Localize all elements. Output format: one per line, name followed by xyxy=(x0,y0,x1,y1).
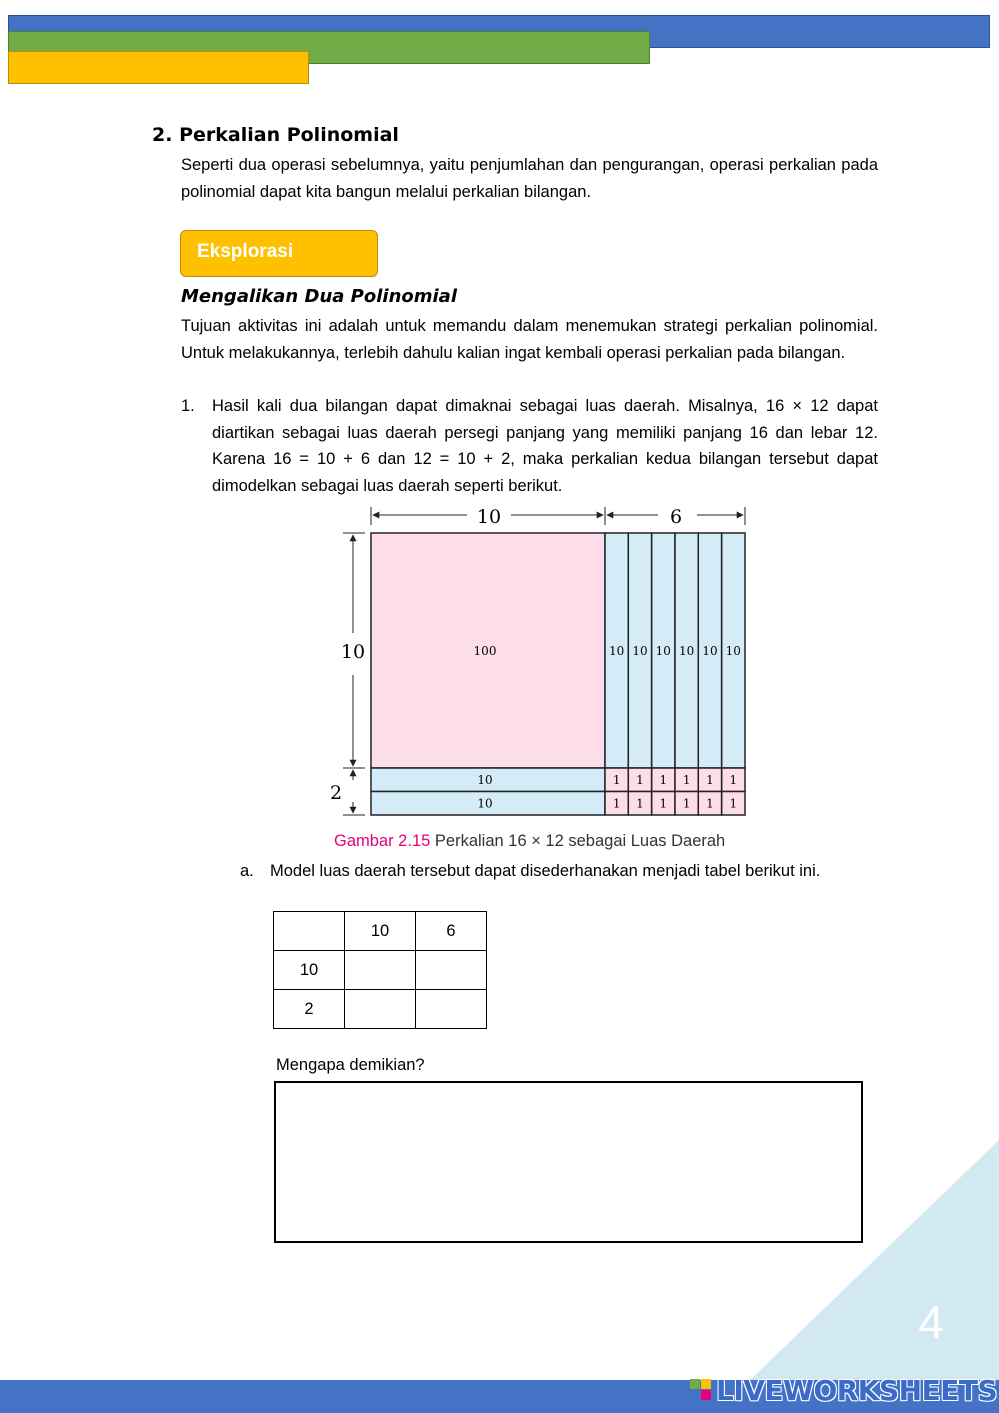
table-answer-cell[interactable] xyxy=(345,990,416,1029)
eksplorasi-badge: Eksplorasi xyxy=(180,230,378,277)
tall-strip-label: 10 xyxy=(655,644,671,658)
table-row-label: 2 xyxy=(274,990,345,1029)
unit-label: 1 xyxy=(659,773,668,787)
tall-strip-label: 10 xyxy=(702,644,718,658)
section-heading xyxy=(152,124,399,146)
tall-strip-label: 10 xyxy=(609,644,625,658)
liveworksheets-icon xyxy=(690,1379,712,1401)
unit-label: 1 xyxy=(729,773,738,787)
unit-label: 1 xyxy=(612,796,621,811)
table-corner-cell xyxy=(274,912,345,951)
wide-strip-label: 10 xyxy=(477,773,493,787)
caption-text: Perkalian 16 × 12 sebagai Luas Daerah xyxy=(430,832,726,850)
unit-label: 1 xyxy=(636,796,644,811)
unit-label: 1 xyxy=(682,796,691,811)
area-model-figure xyxy=(325,505,755,823)
multiplication-table xyxy=(273,911,487,1029)
side-label-10: 10 xyxy=(340,641,366,663)
liveworksheets-wordmark: LIVEWORKSHEETS xyxy=(716,1373,998,1407)
caption-label: Gambar 2.15 xyxy=(334,832,431,850)
section-title: Perkalian Polinomial xyxy=(179,124,399,146)
table-row-label: 10 xyxy=(274,951,345,990)
tall-strips xyxy=(605,533,745,768)
intro-paragraph: Seperti dua operasi sebelumnya, yaitu penjumlahan dan pengurangan, operasi perkalian pada polinomial dapat kita bangun melalui perkalian bilangan. xyxy=(181,156,878,201)
tall-strip-label: 10 xyxy=(679,644,695,658)
top-label-10: 10 xyxy=(476,506,502,528)
page-number: 4 xyxy=(918,1296,944,1348)
unit-label: 1 xyxy=(612,773,621,787)
table-answer-cell[interactable] xyxy=(416,951,487,990)
table-header-cell: 6 xyxy=(416,912,487,951)
top-label-6: 6 xyxy=(669,506,683,528)
wide-strip-label: 10 xyxy=(477,796,493,811)
answer-box[interactable] xyxy=(274,1081,863,1243)
unit-squares xyxy=(605,768,745,815)
question-label: Mengapa demikian? xyxy=(276,1056,425,1074)
unit-label: 1 xyxy=(729,796,738,811)
item-a-marker: a. xyxy=(240,862,254,880)
table-header-row xyxy=(274,912,487,951)
objective-paragraph: Tujuan aktivitas ini adalah untuk memandu dalam menemukan strategi perkalian polinomial. Untuk melakukannya, terlebih dahulu kalian ingat kembali operasi perkalian pada bilangan. xyxy=(181,317,878,362)
unit-label: 1 xyxy=(706,796,714,811)
figure-caption xyxy=(334,832,725,851)
table-row xyxy=(274,990,487,1029)
side-label-2: 2 xyxy=(329,782,343,804)
unit-label: 1 xyxy=(706,773,714,787)
tall-strip-label: 10 xyxy=(725,644,741,658)
item-a-text: Model luas daerah tersebut dapat disederhanakan menjadi tabel berikut ini. xyxy=(270,862,821,880)
table-answer-cell[interactable] xyxy=(345,951,416,990)
table-row xyxy=(274,951,487,990)
item-1-text: Hasil kali dua bilangan dapat dimaknai sebagai luas daerah. Misalnya, 16 × 12 dapat diartikan sebagai luas daerah persegi panjang yang memiliki panjang 16 dan lebar 12. Karena 16 = 10 + 6 dan 12 = 10 + 2, maka perkalian kedua bilangan tersebut dapat dimodelkan sebagai luas daerah seperti berikut. xyxy=(212,397,878,495)
liveworksheets-logo xyxy=(690,1372,997,1408)
unit-label: 1 xyxy=(636,773,644,787)
section-number: 2. xyxy=(152,124,173,146)
unit-label: 1 xyxy=(682,773,691,787)
cell-100-label: 100 xyxy=(473,644,497,658)
table-answer-cell[interactable] xyxy=(416,990,487,1029)
item-1-marker: 1. xyxy=(181,397,195,415)
subsection-title: Mengalikan Dua Polinomial xyxy=(181,286,457,307)
tall-strip-label: 10 xyxy=(632,644,648,658)
table-header-cell: 10 xyxy=(345,912,416,951)
unit-label: 1 xyxy=(659,796,668,811)
